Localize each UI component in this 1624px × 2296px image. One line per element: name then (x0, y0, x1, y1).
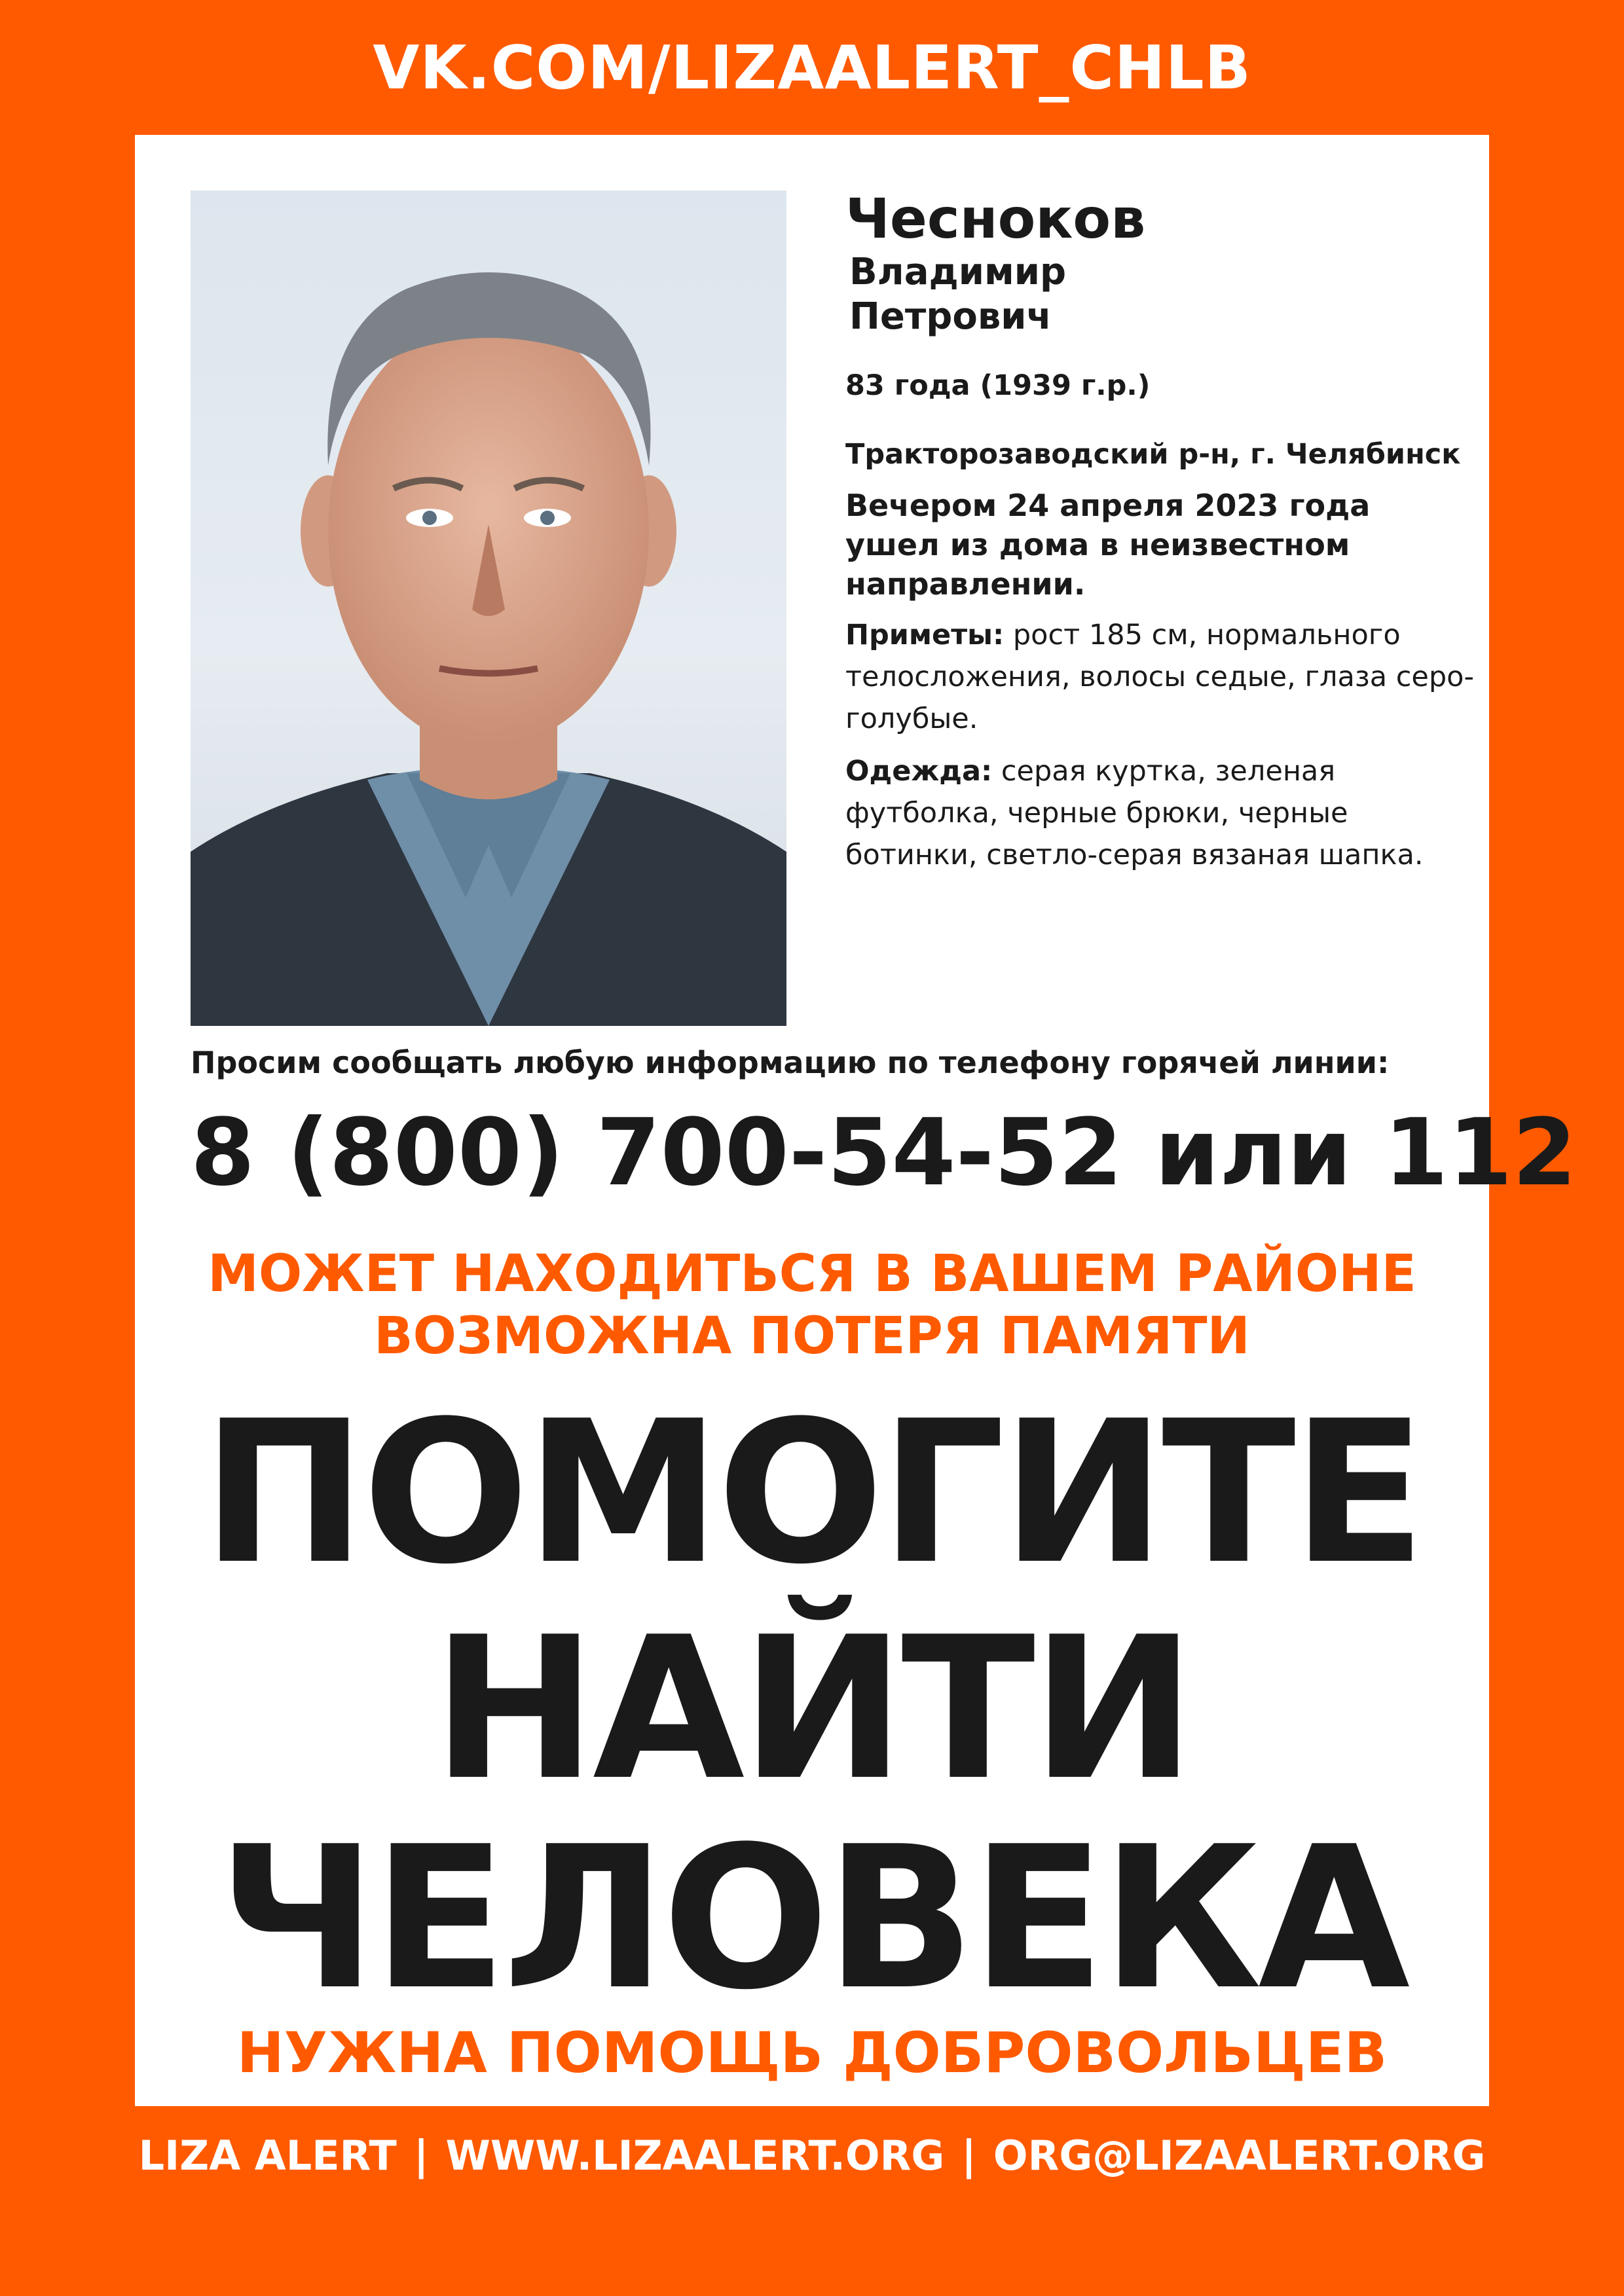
volunteers-needed: НУЖНА ПОМОЩЬ ДОБРОВОЛЬЦЕВ (236, 2020, 1388, 2086)
person-age: 83 года (1939 г.р.) (845, 369, 1151, 402)
poster-sheet (135, 135, 1577, 2106)
person-first-name: Владимир (849, 251, 1067, 293)
footer-email-link[interactable]: ORG@LIZAALERT.ORG (993, 2131, 1486, 2179)
vk-link-banner[interactable] (0, 0, 1624, 135)
clothing-label: Одежда: (845, 755, 993, 788)
footer-org: LIZA ALERT (138, 2131, 397, 2179)
notice-memory-loss: ВОЗМОЖНА ПОТЕРЯ ПАМЯТИ (374, 1307, 1250, 1366)
footer-bar (0, 2106, 1624, 2204)
clothing-description (845, 750, 1474, 876)
hotline-label: Просим сообщать любую информацию по телефону горячей линии: (191, 1045, 1390, 1080)
clothing-text: серая куртка, зеленая футболка, черные брюки, черные ботинки, светло-серая вязаная шапка. (845, 755, 1424, 871)
headline-help: ПОМОГИТЕ (202, 1379, 1422, 1607)
signs-label: Приметы: (845, 619, 1005, 651)
notice-nearby: МОЖЕТ НАХОДИТЬСЯ В ВАШЕМ РАЙОНЕ (208, 1245, 1416, 1303)
vk-link[interactable]: VK.COM/LIZAALERT_CHLB (373, 32, 1251, 103)
person-patronymic: Петрович (849, 295, 1052, 338)
person-info (845, 187, 1474, 876)
hotline-phone[interactable]: 8 (800) 700-54-52 или 112 (191, 1099, 1577, 1207)
headline-person: ЧЕЛОВЕКА (217, 1804, 1407, 2033)
footer-separator: | (413, 2131, 429, 2179)
person-portrait-icon (191, 191, 786, 1026)
footer-separator: | (961, 2131, 976, 2179)
disappearance-circumstances: Вечером 24 апреля 2023 года ушел из дома в неизвестном направлении. (845, 488, 1371, 602)
headline-find: НАЙТИ (432, 1595, 1192, 1823)
missing-person-photo (191, 191, 786, 1026)
signs-text: рост 185 см, нормального телосложения, волосы седые, глаза серо-голубые. (845, 619, 1474, 735)
physical-signs (845, 614, 1474, 740)
footer-website-link[interactable]: WWW.LIZAALERT.ORG (445, 2131, 945, 2179)
person-location: Тракторозаводский р-н, г. Челябинск (845, 438, 1461, 471)
person-surname: Чесноков (845, 187, 1146, 251)
